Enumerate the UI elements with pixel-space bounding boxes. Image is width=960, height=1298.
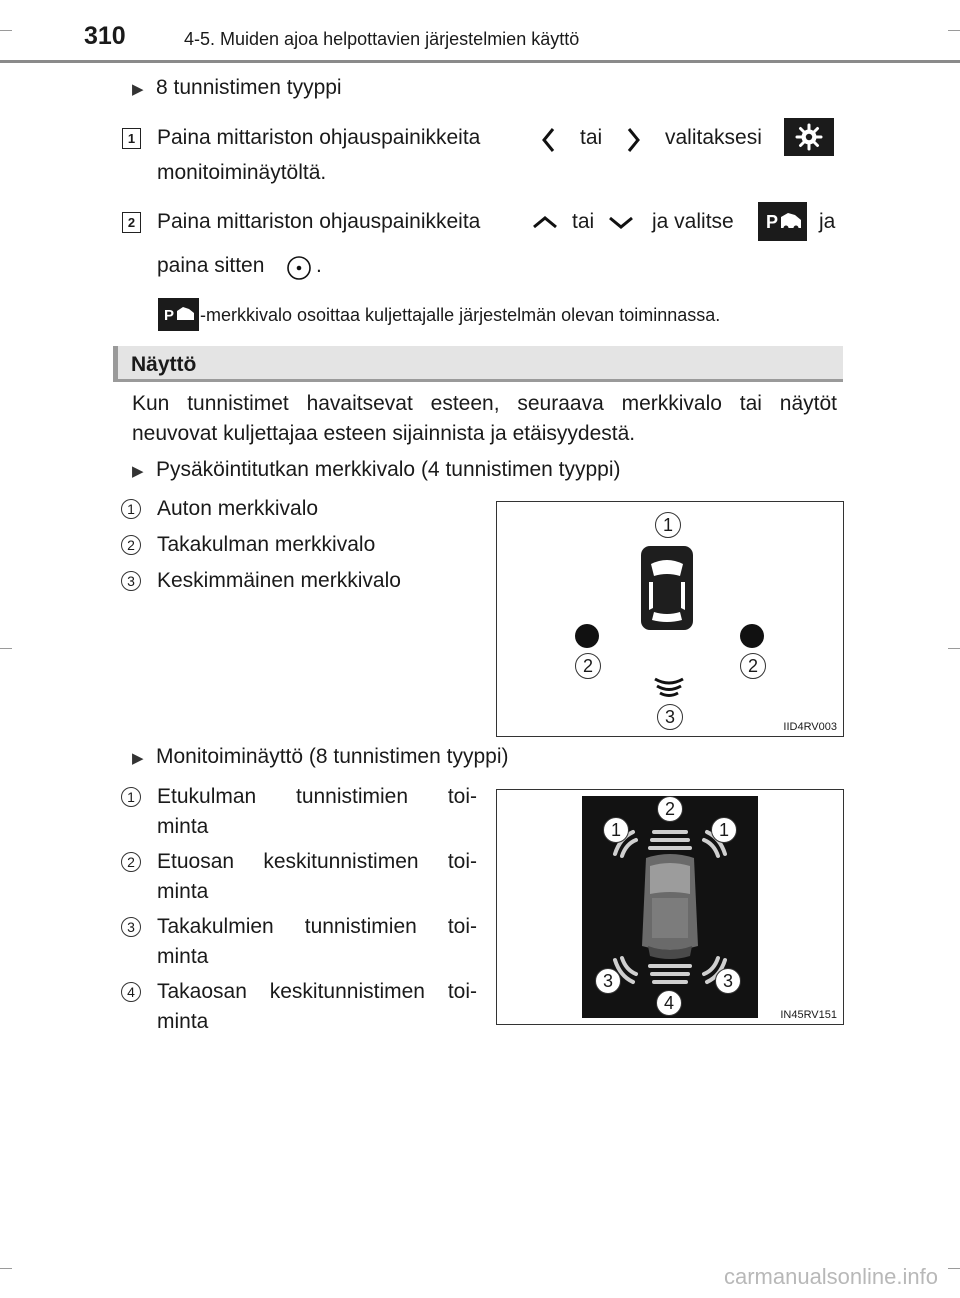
step1-text-c: monitoiminäytöltä. (157, 161, 327, 184)
step2-tai: tai (572, 210, 595, 233)
figure-label: 3 (595, 968, 621, 994)
crop-mark (948, 30, 960, 31)
figure-label: 1 (603, 817, 629, 843)
list-item: Keskimmäinen merkkivalo (157, 569, 401, 592)
step2-text-e: . (316, 254, 322, 277)
list-item-cont: minta (157, 815, 209, 838)
step2-text-b: ja valitse (652, 210, 734, 233)
chevron-down-icon (606, 212, 636, 237)
list-number: 1 (121, 787, 141, 807)
step2-text-d: paina sitten (157, 254, 265, 277)
triangle-bullet-icon: ▶ (132, 463, 144, 480)
indicator-note: -merkkivalo osoittaa kuljettajalle järjestelmän olevan toiminnassa. (200, 305, 721, 325)
figure-label: 2 (657, 796, 683, 822)
step2-text-c: ja (819, 210, 836, 233)
figure-code: IID4RV003 (783, 721, 837, 733)
chevron-up-icon (530, 212, 560, 237)
section-title: 4-5. Muiden ajoa helpottavien järjestelmien käyttö (184, 29, 580, 49)
list-item-cont: minta (157, 880, 209, 903)
figure-label: 1 (711, 817, 737, 843)
watermark: carmanualsonline.info (723, 1264, 938, 1289)
step2-text-a: Paina mittariston ohjauspainikkeita (157, 210, 481, 233)
list-item: Auton merkkivalo (157, 497, 319, 520)
subsection-8-sensor: ▶ 8 tunnistimen tyyppi (132, 73, 342, 105)
list-number: 2 (121, 852, 141, 872)
section-a-title: ▶ Pysäköintitutkan merkkivalo (4 tunnistimen tyyppi) (132, 455, 621, 487)
car-indicator-icon (637, 542, 697, 634)
triangle-bullet-icon: ▶ (132, 81, 144, 98)
figure-label: 3 (657, 704, 683, 730)
intro-paragraph: Kun tunnistimet havaitsevat esteen, seuraava merkkivalo tai näytöt neuvovat kuljettajaa esteen sijainnista ja etäisyydestä. (132, 392, 837, 445)
figure-parking-indicator (496, 501, 844, 737)
crop-mark (0, 30, 12, 31)
triangle-bullet-icon: ▶ (132, 750, 144, 767)
crop-mark (948, 648, 960, 649)
chevron-right-icon (622, 125, 644, 160)
parking-sensor-icon (158, 298, 199, 331)
chevron-left-icon (538, 125, 560, 160)
list-item-cont: minta (157, 945, 209, 968)
list-item: Takaosan keskitunnistimen toi- (157, 980, 477, 1003)
page-number: 310 (84, 22, 126, 50)
svg-text:P: P (766, 212, 779, 232)
header-rule (0, 60, 960, 63)
list-item: Etuosan keskitunnistimen toi- (157, 850, 477, 873)
section-heading: Näyttö (131, 353, 197, 376)
rear-corner-indicator (740, 624, 764, 648)
list-number: 1 (121, 499, 141, 519)
list-item: Takakulmien tunnistimien toi- (157, 915, 477, 938)
figure-code: IN45RV151 (780, 1009, 837, 1021)
crop-mark (0, 1268, 12, 1269)
list-item-cont: minta (157, 1010, 209, 1033)
list-number: 4 (121, 982, 141, 1002)
section-heading-bar (113, 346, 843, 382)
step-number-1: 1 (122, 128, 141, 149)
rear-corner-indicator (575, 624, 599, 648)
ok-button-icon (285, 254, 313, 287)
step1-tai: tai (580, 126, 603, 149)
list-number: 2 (121, 535, 141, 555)
crop-mark (948, 1268, 960, 1269)
step1-text-b: valitaksesi (665, 126, 762, 149)
figure-label: 3 (715, 968, 741, 994)
section-b-title: ▶ Monitoiminäyttö (8 tunnistimen tyyppi) (132, 742, 508, 774)
list-item: Takakulman merkkivalo (157, 533, 376, 556)
svg-text:P: P (164, 307, 175, 324)
figure-label: 4 (656, 990, 682, 1016)
figure-label: 2 (740, 653, 766, 679)
step-number-2: 2 (122, 212, 141, 233)
figure-multi-display (496, 789, 844, 1025)
figure-label: 1 (655, 512, 681, 538)
step1-text-a: Paina mittariston ohjauspainikkeita (157, 126, 481, 149)
parking-sensor-icon (758, 202, 807, 241)
center-sensor-indicator-icon (649, 675, 689, 701)
gear-icon (784, 118, 834, 156)
list-number: 3 (121, 571, 141, 591)
crop-mark (0, 648, 12, 649)
list-number: 3 (121, 917, 141, 937)
figure-label: 2 (575, 653, 601, 679)
list-item: Etukulman tunnistimien toi- (157, 785, 477, 808)
